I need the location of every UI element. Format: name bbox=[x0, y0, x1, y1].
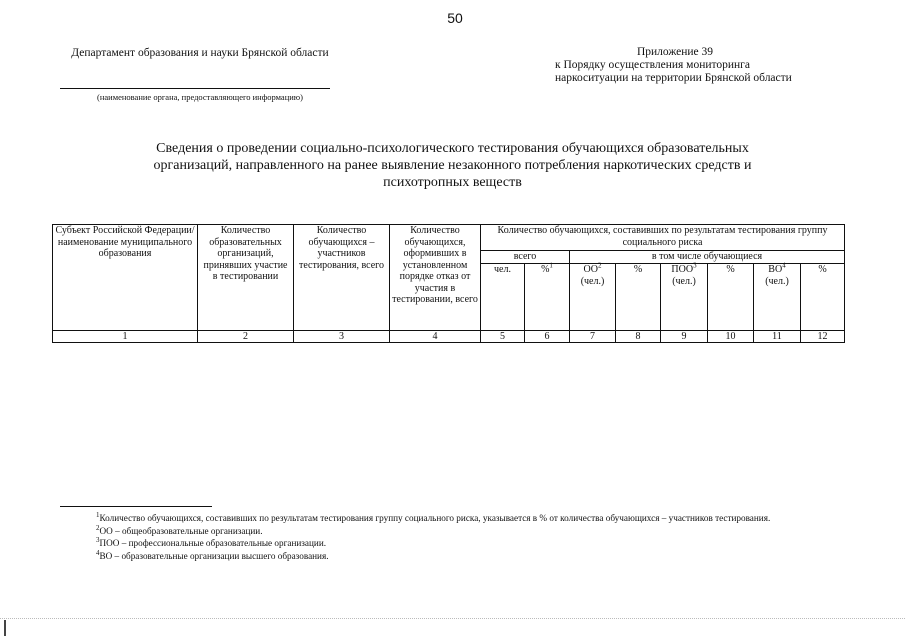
header-total: всего bbox=[481, 251, 570, 264]
column-number: 10 bbox=[708, 331, 754, 343]
header-total-percent: %$^1$ bbox=[525, 264, 570, 331]
header-organizations-count: Количество образовательных организаций, принявших участие в тестировании bbox=[198, 225, 294, 331]
organization-caption: (наименование органа, предоставляющего информацию) bbox=[97, 92, 303, 102]
footnote-1: $^1$Количество обучающихся, составивших по результатам тестирования группу социального риска, указывается в % от количества обучающихся – участников тестирования. bbox=[96, 510, 771, 523]
column-number: 8 bbox=[616, 331, 661, 343]
footnote-3: $^3$ПОО – профессиональные образовательные организации. bbox=[96, 535, 327, 548]
header-poo-people: ПОО$^3$ (чел.) bbox=[661, 264, 708, 331]
column-number: 5 bbox=[481, 331, 525, 343]
footnote-2: $^2$ОО – общеобразовательные организации. bbox=[96, 523, 263, 536]
header-participants-count: Количество обучающихся – участников тестирования, всего bbox=[294, 225, 390, 331]
footnote-separator bbox=[60, 506, 212, 507]
scan-edge-line bbox=[0, 618, 905, 619]
header-vo-percent: % bbox=[801, 264, 845, 331]
header-total-people: чел. bbox=[481, 264, 525, 331]
footnote-4: $^4$ВО – образовательные организации высшего образования. bbox=[96, 548, 329, 561]
footnotes bbox=[58, 512, 848, 562]
column-number: 3 bbox=[294, 331, 390, 343]
header-vo-people: $ВО^4$ (чел.) bbox=[754, 264, 801, 331]
testing-table bbox=[52, 224, 845, 343]
header-subject: Субъект Российской Федерации/наименование муниципального образования bbox=[53, 225, 198, 331]
document-title: Сведения о проведении социально-психологического тестирования обучающихся образовательных организаций, направленного на ранее выявление незаконного потребления наркотических средств и психотропных веществ bbox=[153, 141, 752, 190]
column-number: 11 bbox=[754, 331, 801, 343]
organization-name: Департамент образования и науки Брянской области bbox=[71, 47, 329, 59]
column-number: 1 bbox=[53, 331, 198, 343]
column-number: 9 bbox=[661, 331, 708, 343]
scan-edge-mark bbox=[4, 620, 6, 636]
page-number: 50 bbox=[447, 10, 463, 26]
appendix-title: Приложение 39 bbox=[636, 46, 714, 58]
column-numbers-row bbox=[53, 331, 845, 343]
header-oo-percent: % bbox=[616, 264, 661, 331]
appendix-block bbox=[555, 46, 795, 85]
header-oo-people: $ОО^2$ (чел.) bbox=[570, 264, 616, 331]
column-number: 7 bbox=[570, 331, 616, 343]
header-poo-percent: % bbox=[708, 264, 754, 331]
header-social-risk-group: Количество обучающихся, составивших по результатам тестирования группу социального риска bbox=[481, 225, 845, 251]
column-number: 12 bbox=[801, 331, 845, 343]
column-number: 6 bbox=[525, 331, 570, 343]
column-number: 4 bbox=[390, 331, 481, 343]
column-number: 2 bbox=[198, 331, 294, 343]
header-refusals-count: Количество обучающихся, оформивших в установленном порядке отказ от участия в тестировании, всего bbox=[390, 225, 481, 331]
header-including: в том числе обучающиеся bbox=[570, 251, 845, 264]
appendix-text: к Порядку осуществления мониторинга наркоситуации на территории Брянской области bbox=[555, 59, 792, 84]
organization-underline bbox=[60, 88, 330, 89]
